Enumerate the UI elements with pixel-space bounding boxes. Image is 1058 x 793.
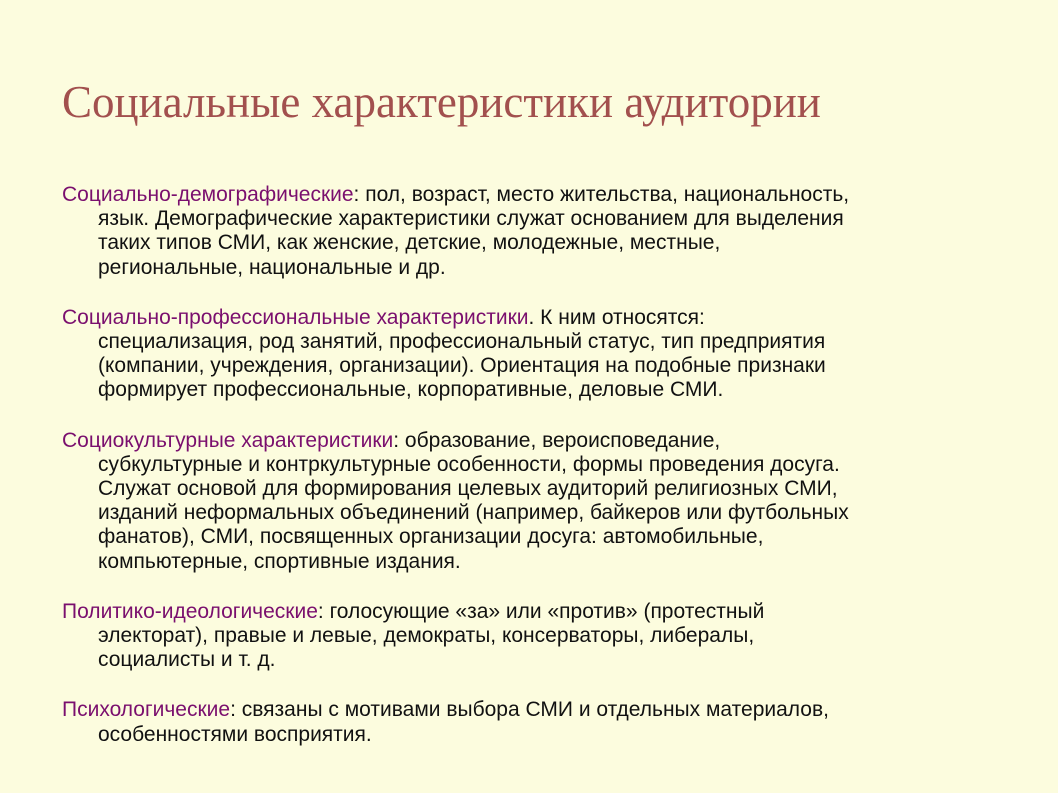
text-socio-professional: . К ним относятся: специализация, род занятий, профессиональный статус, тип предприятия (компании, учреждения, организации). Ориентация на подобные признаки формирует профессиональные, корпоративные, деловые СМИ.	[98, 305, 826, 402]
term-political-ideological: Политико-идеологические	[62, 599, 318, 623]
term-sociocultural: Социокультурные характеристики	[62, 428, 394, 452]
text-political-ideological: : голосующие «за» или «против» (протестный электорат), правые и левые, демократы, консерваторы, либералы, социалисты и т. д.	[98, 599, 765, 672]
text-socio-demographic: : пол, возраст, место жительства, национальность, язык. Демографические характеристики служат основанием для выделения таких типов СМИ, как женские, детские, молодежные, местные, региональные, национальные и др.	[98, 183, 850, 279]
slide-title: Социальные характеристики аудитории	[62, 77, 821, 127]
term-socio-professional: Социально-профессиональные характеристики	[62, 305, 529, 329]
text-psychological: : связаны с мотивами выбора СМИ и отдельных материалов, особенностями восприятия.	[98, 698, 829, 746]
paragraph-socio-demographic	[62, 183, 1022, 280]
text-sociocultural: : образование, вероисповедание, субкультурные и контркультурные особенности, формы проведения досуга. Служат основой для формирования целевых аудиторий религиозных СМИ, изданий неформальных объединений (например, байкеров или футбольных фанатов), СМИ, посвященных организации досуга: автомобильные, компьютерные, спортивные издания.	[98, 428, 849, 573]
slide-body	[62, 183, 1022, 747]
paragraph-psychological	[62, 698, 1022, 746]
paragraph-sociocultural	[62, 429, 1022, 574]
paragraph-socio-professional	[62, 306, 1022, 403]
term-socio-demographic: Социально-демографические	[62, 183, 354, 206]
paragraph-political-ideological	[62, 600, 1022, 673]
term-psychological: Психологические	[62, 698, 231, 722]
